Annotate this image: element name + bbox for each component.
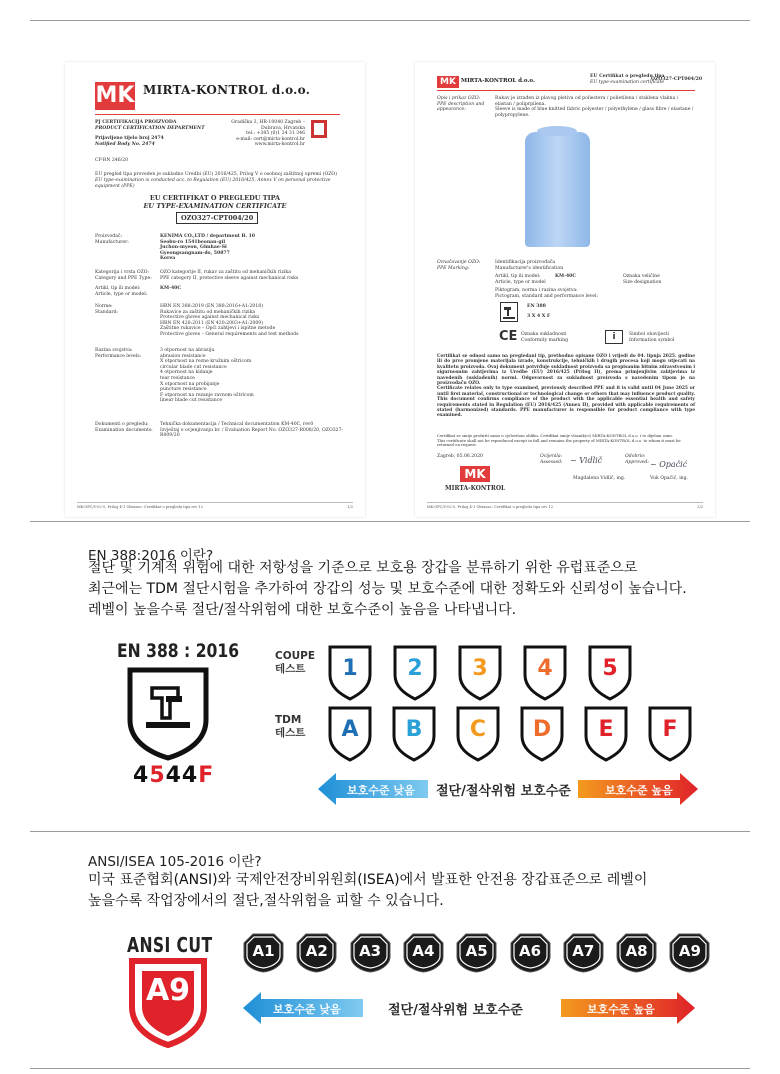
tdm-shield-e <box>583 705 629 763</box>
manufacturer: KENIMA CO.,LTD / department B. 10 Seobu-ro 1541beonan-gil Juchon-myeon, Gimhae-Si Gyeongsangnam-do, 50877 Korea <box>160 234 255 262</box>
low-protection-label: 보호수준 낮음 <box>347 784 415 797</box>
tdm-shield-a <box>327 705 373 763</box>
coupe-level-label: 5 <box>602 656 618 681</box>
tdm-shield-c <box>455 705 501 763</box>
intro-hr: EU pregled tipa proveden je sukladno Uredbi (EU) 2016/425, Prilog V o osobnoj zaštitnoj opremi (OZO) <box>95 172 337 177</box>
coupe-label: COUPE 테스트 <box>275 650 316 675</box>
pictogram-code: 3 X 4 X F <box>527 314 551 319</box>
header-rule <box>437 90 695 91</box>
tdm-level-label: F <box>662 717 678 742</box>
tdm-shield-b <box>391 705 437 763</box>
page-number: 2/2 <box>697 505 703 510</box>
approved-label: Odobrio: Approved: <box>625 454 649 465</box>
ansi-level-label: A2 <box>305 942 328 960</box>
footer-form: MK-OPC/V-02-5, Prilog 4-1 Obrazac: Certifikat o pregledu tipa rev 12 <box>77 505 204 510</box>
small-note: Certifikat se smije proširiti samo u cjelovitom obliku. Certifikat smije vlasnik(ci) MIRTA-KONTROL d.o.o. i to dijelom osim. This certificate shall not be reproduced except in full and remains the property of MIRTA-KONTROL d.o.o. to whom it must be returned on request. <box>437 433 681 448</box>
certificate-area <box>30 22 750 520</box>
high-protection-label: 보호수준 높음 <box>605 784 673 797</box>
ansi-heading: ANSI/ISEA 105-2016 이란? <box>88 854 262 870</box>
coupe-shield-5 <box>587 644 633 702</box>
intro-en: EU type-examination is conducted acc. to Regulation (EU) 2016/425, Annex V on personal protective equipment (PPE) <box>95 178 331 189</box>
ansi-badge-a7 <box>563 933 604 973</box>
ansi-badge-level: A9 <box>145 973 191 1008</box>
assessed-name: Magdalena Vidlič, ing. <box>573 476 626 481</box>
cp-ref: CP-RN 246/20 <box>95 158 129 163</box>
ansi-badge-a4 <box>403 933 444 973</box>
ce-label: Oznaka sukladnosti Conformity marking <box>521 332 569 343</box>
section-divider <box>30 521 750 522</box>
en388-description <box>88 558 687 621</box>
pictogram-standard: EN 388 <box>527 304 546 309</box>
docs-label: Dokumenti o pregledu: Examination documents: <box>95 422 153 433</box>
tdm-label: TDM 테스트 <box>275 714 306 739</box>
ansi-line: 미국 표준협회(ANSI)와 국제안전장비위원회(ISEA)에서 발표한 안전용 장갑표준으로 레벨이 <box>88 872 648 888</box>
tdm-level-label: A <box>341 717 359 742</box>
coupe-level-label: 3 <box>472 656 488 681</box>
high-protection-label: 보호수준 높음 <box>587 1003 655 1016</box>
title-en: EU TYPE-EXAMINATION CERTIFICATE <box>143 202 287 210</box>
tdm-shield-d <box>519 705 565 763</box>
assessed-signature: ~ Vidlič <box>570 456 603 465</box>
stamp-logo: MK <box>460 466 490 482</box>
article-label: Artikl, tip ili model: Article, type or model <box>495 274 546 285</box>
tdm-level-label: E <box>598 717 614 742</box>
ansi-badge-a5 <box>456 933 497 973</box>
category-label: Kategorija i vrsta OZO: Category and PPE Type: <box>95 270 152 281</box>
article: KM-40C <box>555 274 577 279</box>
info-label: Simbol obavijesti Information symbol <box>629 332 675 343</box>
low-protection-label: 보호수준 낮음 <box>273 1003 341 1016</box>
ansi-level-label: A3 <box>359 942 382 960</box>
coupe-shield-4 <box>522 644 568 702</box>
norms: HRN EN 388:2019 (EN 388:2016+A1:2018) Rukavice za zaštitu od mehaničkih rizika Protective gloves against mechanical risks HRN EN 420:2011 (EN 420:2003+A1:2009) Zaštitne rukavice – Opći zahtjevi i ispitne metode Protective gloves – General requirements and test methods <box>160 304 299 337</box>
article-label: Artikl, tip ili model: Article, type or model: <box>95 286 148 297</box>
coupe-level-label: 1 <box>342 656 358 681</box>
levels-label: Razina svojstva: Performance levels: <box>95 348 142 359</box>
size-label: Oznaka veličine Size designation <box>623 274 662 285</box>
mk-logo: MK <box>437 76 459 88</box>
en388-line: 최근에는 TDM 절단시험을 추가하여 장갑의 성능 및 보호수준에 대한 정확도와 신뢰성이 높습니다. <box>88 581 687 597</box>
ansi-level-label: A9 <box>678 942 701 960</box>
en388-shield-icon <box>126 666 210 762</box>
section-divider <box>30 831 750 832</box>
mk-logo: MK <box>95 83 135 108</box>
title-hr: EU CERTIFIKAT O PREGLEDU TIPA <box>149 194 281 202</box>
coupe-shield-1 <box>327 644 373 702</box>
coupe-level-label: 2 <box>407 656 423 681</box>
pictogram-label: Piktogram, norma i razina svojstva: Pictogram, standard and performance level: <box>495 288 599 299</box>
ansi-badge-a3 <box>350 933 391 973</box>
en388-line: 절단 및 기계적 위험에 대한 저항성을 기준으로 보호용 장갑을 분류하기 위한 유럽표준으로 <box>88 560 638 576</box>
manufacturer-label: Proizvođač: Manufacturer: <box>95 234 129 245</box>
assessed-label: Ocijenila: Assessed: <box>540 454 563 465</box>
ce-mark-icon: CE <box>499 329 518 344</box>
protection-level-label: 절단/절삭위험 보호수준 <box>436 784 571 799</box>
coupe-level-label: 4 <box>537 656 553 681</box>
desc-label: Opis i prikaz OZO: PPE description and appearance: <box>437 96 485 113</box>
ansi-line: 높을수록 작업장에서의 절단,절삭위험을 피할 수 있습니다. <box>88 893 444 909</box>
tdm-level-label: B <box>405 717 423 742</box>
ansi-level-label: A5 <box>465 942 488 960</box>
certificate-page-2 <box>415 62 715 517</box>
ansi-badge-a9 <box>669 933 710 973</box>
dept-hr: PJ CERTIFIKACIJA PROIZVODA <box>95 120 177 125</box>
article: KM-40C <box>160 286 182 291</box>
protection-level-label: 절단/절삭위험 보호수준 <box>388 1003 523 1018</box>
docs: Tehnička dokumentacija / Technical documentation KM-40C, rev0 Izvještaj o ocjenjivanju br. / Evaluation Report No. OZO327-R008/20, OZO327-R009/20 <box>160 422 344 439</box>
tdm-shield-f <box>647 705 693 763</box>
address: Gradiška 3, HR-10040 Zagreb – Dubrava, Hrvatska tel.: +385 (0)1 24 31 346 e-mail: cert@mirta-kontrol.hr www.mirta-kontrol.hr <box>231 120 305 148</box>
title-hr: EU Certifikat o pregledu tipa <box>590 74 665 79</box>
brand-name: MIRTA-KONTROL d.o.o. <box>461 78 535 84</box>
info-book-icon: i <box>605 330 623 344</box>
notified-en: Notified Body No. 2474 <box>95 142 155 147</box>
ansi-level-label: A8 <box>625 942 648 960</box>
certificate-number: OZO327-CPT004/20 <box>651 77 703 82</box>
marking-label: Označavanje OZO: PPE Marking: <box>437 260 481 271</box>
ansi-badge-title: ANSI CUT <box>127 933 213 957</box>
stamp-text: MIRTA-KONTROL <box>445 485 506 492</box>
levels: 3 otpornost na abraziju abrasion resistance X otpornost na rezne kružnim oštricom circular blade cut resistance 4 otpornost na kidanje tear resistance X otpornost na probijanje puncture resistance F otpornost na rezanje ravnom oštricom linear blade cut resistance <box>160 348 254 404</box>
certificate-number: OZO327-CPT004/20 <box>176 212 258 224</box>
brand-name: MIRTA-KONTROL d.o.o. <box>143 83 311 97</box>
page-number: 1/2 <box>347 505 353 510</box>
ansi-level-label: A6 <box>518 942 542 960</box>
top-divider <box>30 20 750 21</box>
en388-heading: EN 388:2016 이란? <box>88 548 214 564</box>
norms-label: Norme: Standard: <box>95 304 119 315</box>
title-en: EU type-examination certificate <box>590 80 665 85</box>
marking: Identifikacija proizvođača Manufacturer's identification <box>495 260 564 271</box>
bottom-divider <box>30 1068 750 1069</box>
sleeve-photo <box>525 132 590 247</box>
header-rule <box>95 114 340 115</box>
notified-hr: Prijavljeno tijelo broj 2474 <box>95 136 164 141</box>
ansi-badge-a1 <box>243 933 284 973</box>
desc: Rukav je izrađen iz plavog pletiva od poliestera / polietilena / staklena vlakna / elastan / poliprpilena. Sleeve is made of blue knitted fabric polyester / polyethylene / glass fibre / elastane / polypropylene. <box>495 96 694 118</box>
footer-form: MK-OPC/V-02-5, Prilog 4-1 Obrazac: Certifikat o pregledu tipa rev 12 <box>427 505 554 510</box>
ansi-level-label: A1 <box>252 942 275 960</box>
en388-line: 레벨이 높을수록 절단/절삭위험에 대한 보호수준이 높음을 나타냅니다. <box>88 602 517 618</box>
certificate-page-1 <box>65 62 365 517</box>
hammer-glove-icon <box>500 302 518 322</box>
approved-signature: ~ Opačić <box>650 460 688 469</box>
statement: Certifikat se odnosi samo na pregledani tip, prethodno opisane OZO i vrijedi do 04. lipnja 2025. godine ili do prve promjene materijala izrade, konstrukcije, tehničkih i drugih procesa koji mogu utjecati na kvalitetu proizvoda. Ovaj dokument potvrđuje sukladnost proizvoda sa propisanim bitnim zdravstvenim i sigurnosnim zahtjevima iz Uredbe (EU) 2016/425 (Prilog II), prema primjenjivim zahtjevima iz navedenih (usklađenih) normi. Odgovornost za sukladnost proizvoda s navedenim tipom je na proizvođaču OZO. Certificate relates only to type examined, previously described PPE and it is valid until 04 June 2025 or until first material, constructional or technological change or others that may influence product quality. This document confirms compliance of the product with the applicable essential health and safety requirements stated in Regulation (EU) 2016/425 (Annex II), provided with applicable requirements of stated (harmonized) standards. PPE manufacturer is responsible for product compliance with type examined. <box>437 354 695 419</box>
dept-en: PRODUCT CERTIFICATION DEPARTMENT <box>95 126 205 131</box>
ansi-description <box>88 870 647 912</box>
page2-footer <box>427 502 703 511</box>
category: OZO kategorije II, rukav za zaštitu od mehaničkih rizika PPE category II, protective sleeve against mechanical risks <box>160 270 299 281</box>
ansi-level-label: A7 <box>572 942 595 960</box>
en388-badge-title: EN 388 : 2016 <box>117 640 240 662</box>
en388-code: 4544F <box>133 763 215 788</box>
coupe-shield-3 <box>457 644 503 702</box>
tdm-level-label: C <box>469 717 487 742</box>
quality-stamp-icon <box>311 120 327 138</box>
ansi-badge-a2 <box>296 933 337 973</box>
ansi-level-label: A4 <box>412 942 435 960</box>
tdm-level-label: D <box>532 717 552 742</box>
place-date: Zagreb, 05.06.2020 <box>437 454 483 459</box>
coupe-shield-2 <box>392 644 438 702</box>
ansi-badge-a6 <box>510 933 551 973</box>
approved-name: Vuk Opačić, ing. <box>650 476 689 481</box>
ansi-badge-a8 <box>616 933 657 973</box>
page1-footer <box>77 502 353 511</box>
